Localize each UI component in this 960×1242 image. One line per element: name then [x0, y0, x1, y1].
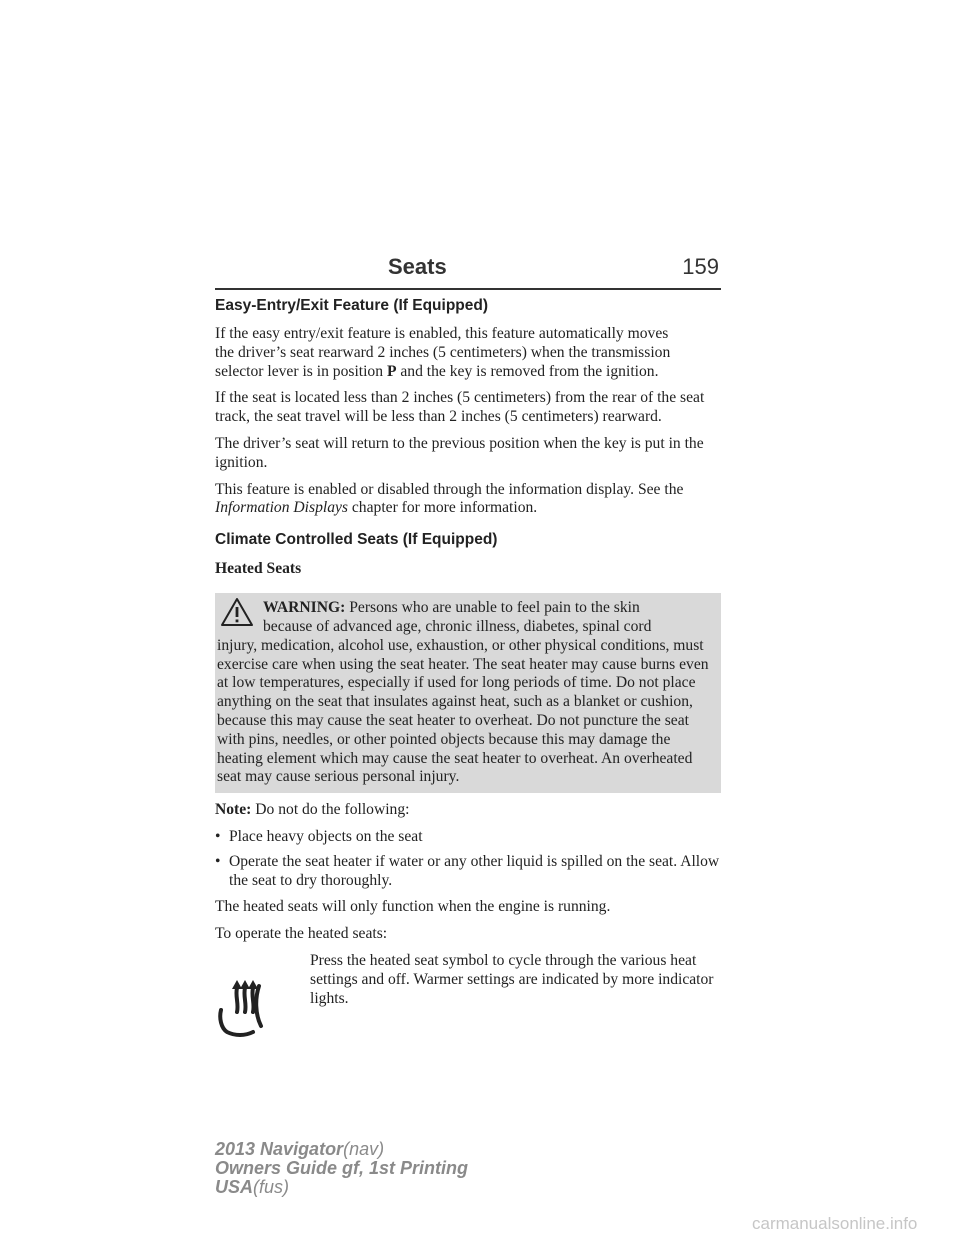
- list-item: [215, 853, 721, 891]
- warning-box: [215, 593, 721, 793]
- list-item-text: Place heavy objects on the seat: [229, 827, 423, 845]
- easy-entry-p1-line-3b: and the key is removed from the ignition.: [396, 362, 659, 380]
- information-displays-reference: Information Displays: [215, 499, 348, 517]
- note-label: Note:: [215, 801, 252, 819]
- note: [215, 801, 721, 820]
- warning-second-line: because of advanced age, chronic illness, diabetes, spinal cord: [263, 617, 652, 635]
- warning-text: [217, 599, 719, 787]
- warning-body: injury, medication, alcohol use, exhaustion, or other physical conditions, must exercise care when using the seat heater. The seat heater may cause burns even at low temperatures, especially if used for long periods of time. Do not place anything on the seat that insulates against heat, such as a blanket or cushion, because this may cause the seat heater to overheat. Do not puncture the seat with pins, needles, or other pointed objects because this may damage the heating element which may cause the seat heater to overheat. An overheated seat may cause serious personal injury.: [217, 636, 709, 786]
- page-content: [215, 296, 721, 1044]
- climate-seats-heading: Climate Controlled Seats (If Equipped): [215, 531, 498, 549]
- easy-entry-p1-line-2: the driver’s seat rearward 2 inches (5 centimeters) when the transmission: [215, 343, 671, 361]
- list-item: [215, 828, 721, 847]
- footer-model: 2013 Navigator: [215, 1139, 344, 1159]
- easy-entry-p4-b: chapter for more information.: [347, 499, 538, 517]
- operate-intro-paragraph: To operate the heated seats:: [215, 925, 388, 943]
- easy-entry-heading: Easy-Entry/Exit Feature (If Equipped): [215, 297, 489, 314]
- easy-entry-paragraph-2: If the seat is located less than 2 inches (5 centimeters) from the rear of the seat track, the seat travel will be less than 2 inches (5 centimeters) rearward.: [215, 389, 705, 426]
- easy-entry-p1-line-1: If the easy entry/exit feature is enabled, this feature automatically moves: [215, 325, 669, 342]
- footer-line-2: [215, 1159, 468, 1178]
- warning-lead: [217, 599, 719, 637]
- page-title: Seats: [388, 254, 447, 279]
- page-number: 159: [682, 254, 719, 279]
- watermark: carmanualsonline.info: [752, 1214, 918, 1233]
- heated-seat-instruction: [215, 952, 721, 1044]
- footer-market: USA: [215, 1177, 254, 1197]
- easy-entry-paragraph-3: The driver’s seat will return to the previous position when the key is put in the ignition.: [215, 434, 704, 471]
- footer-guide: Owners Guide gf, 1st Printing: [215, 1158, 469, 1178]
- warning-triangle-icon: [220, 597, 254, 627]
- easy-entry-paragraph-4: [215, 481, 721, 519]
- press-instruction-text: Press the heated seat symbol to cycle through the various heat settings and off. Warmer settings are indicated by more indicator lights.: [310, 951, 714, 1007]
- bullet: •: [215, 852, 221, 870]
- footer-line-3: [215, 1178, 468, 1197]
- easy-entry-p4-a: This feature is enabled or disabled through the information display. See the: [215, 480, 684, 498]
- easy-entry-paragraph-1: [215, 325, 721, 381]
- bullet: •: [215, 827, 221, 845]
- page-header: [215, 254, 721, 290]
- footer-market-code: (fus): [253, 1177, 290, 1197]
- heated-seats-subheading: Heated Seats: [215, 560, 302, 578]
- warning-label: WARNING:: [263, 599, 346, 617]
- footer-model-code: (nav): [343, 1139, 385, 1159]
- engine-running-paragraph: The heated seats will only function when the engine is running.: [215, 898, 611, 916]
- list-item-text: Operate the seat heater if water or any other liquid is spilled on the seat. Allow the seat to dry thoroughly.: [229, 852, 720, 889]
- document-footer: [215, 1140, 468, 1197]
- warning-first-line: Persons who are unable to feel pain to the skin: [349, 599, 640, 617]
- gear-position-p: P: [386, 362, 397, 380]
- note-list: [215, 828, 721, 890]
- note-text: Do not do the following:: [251, 801, 410, 819]
- heated-seat-icon: [215, 974, 285, 1040]
- easy-entry-p1-line-3a: selector lever is in position: [215, 362, 387, 380]
- footer-line-1: [215, 1140, 468, 1159]
